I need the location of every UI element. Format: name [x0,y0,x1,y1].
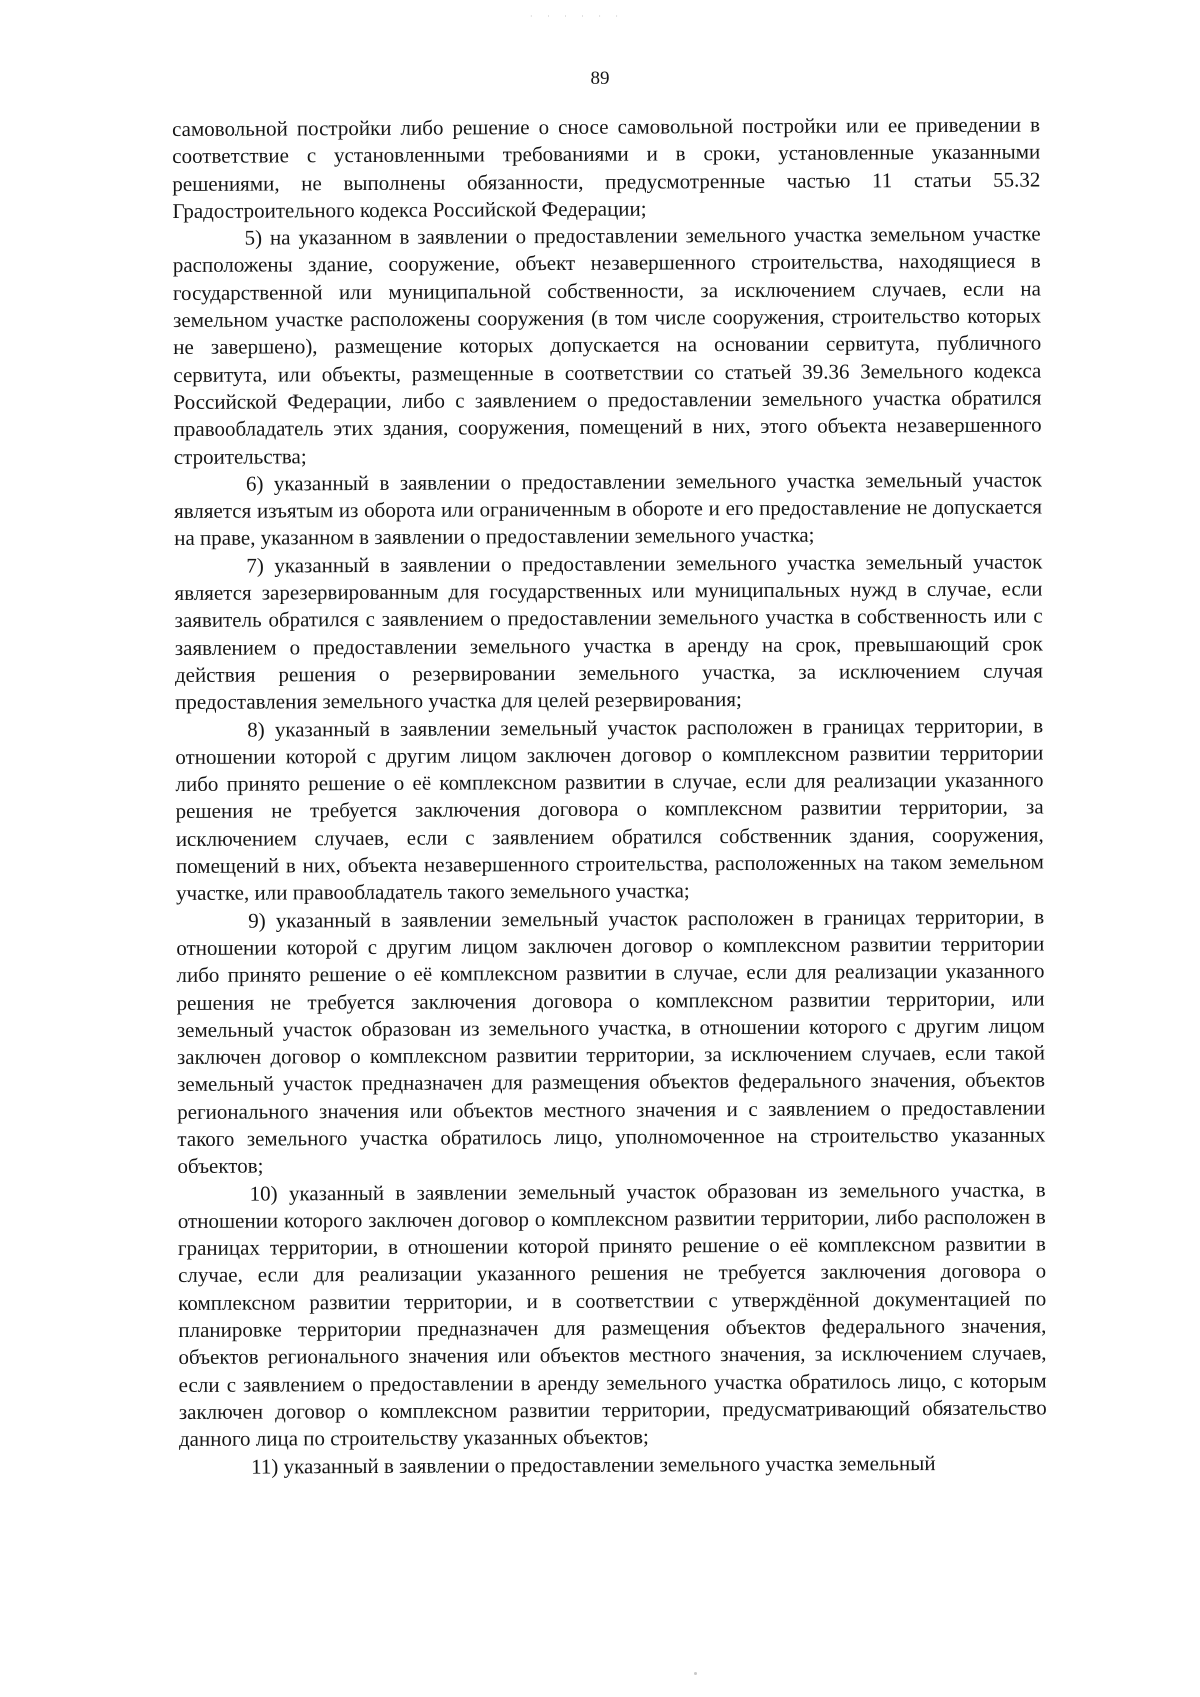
paragraph-item-8: 8) указанный в заявлении земельный участок расположен в границах территории, в отношении которой с другим лицом заключен договор о комплексном развитии территории либо принято решение о её комплексном развитии в случае, если для реализации указанного решения не требуется заключения договора о комплексном развитии территории, за исключением случаев, если с заявлением обратился собственник здания, сооружения, помещений в них, объекта незавершенного строительства, расположенных на таком земельном участке, или правообладатель такого земельного участка; [175,712,1044,906]
paragraph-item-11: 11) указанный в заявлении о предоставлении земельного участка земельный [251,1450,936,1479]
scan-artifact: · · · · · · [530,12,624,21]
scan-dot [694,1672,697,1675]
paragraph-item-10: 10) указанный в заявлении земельный участок образован из земельного участка, в отношении которого заключен договор о комплексном развитии территории, либо расположен в границах территории, в отношении которой принято решение о её комплексном развитии в случае, если для реализации указанного решения не требуется заключения договора о комплексном развитии территории, и в соответствии с утверждённой документацией по планировке территории предназначен для размещения объектов федерального значения, объектов регионального значения или объектов местного значения, за исключением случаев, если с заявлением о предоставлении в аренду земельного участка обратилось лицо, с которым заключен договор о комплексном развитии территории, предусматривающий обязательство данного лица по строительству указанных объектов; [177,1177,1047,1452]
paragraph-item-7: 7) указанный в заявлении о предоставлении земельного участка земельный участок является зарезервированным для государственных или муниципальных нужд в случае, если заявитель обратился с заявлением о предоставлении земельного участка в собственность или с заявлением о предоставлении земельного участка в аренду на срок, превышающий срок действия решения о резервировании земельного участка, за исключением случая предоставления земельного участка для целей резервирования; [174,549,1043,715]
paragraph-item-5: 5) на указанном в заявлении о предоставлении земельного участка земельном участке расположены здание, сооружение, объект незавершенного строительства, находящиеся в государственной или муниципальной собственности, за исключением случаев, если на земельном участке расположены сооружения (в том числе сооружения, строительство которых не завершено), размещение которых допускается на основании сервитута, публичного сервитута, или объекты, размещенные в соответствии со статьей 39.36 Земельного кодекса Российской Федерации, либо с заявлением о предоставлении земельного участка обратился правообладатель этих здания, сооружения, помещений в них, этого объекта незавершенного строительства; [172,221,1042,469]
paragraph-continuation: самовольной постройки либо решение о сносе самовольной постройки или ее приведении в соответствие с установленными требованиями и в сроки, установленные указанными решениями, не выполнены обязанности, предусмотренные частью 11 статьи 55.32 Градостроительного кодекса Российской Федерации; [172,112,1041,223]
paragraph-item-6: 6) указанный в заявлении о предоставлении земельного участка земельный участок является изъятым из оборота или ограниченным в обороте и его предоставление не допускается на праве, указанном в заявлении о предоставлении земельного участка; [174,467,1043,551]
page-number: 89 [590,68,610,89]
paragraph-item-9: 9) указанный в заявлении земельный участок расположен в границах территории, в отношении которой с другим лицом заключен договор о комплексном развитии территории либо принято решение о её комплексном развитии в случае, если для реализации указанного решения не требуется заключения договора о комплексном развитии территории, или земельный участок образован из земельного участка, в отношении которого с другим лицом заключен договор о комплексном развитии территории, за исключением случаев, если такой земельный участок предназначен для размещения объектов федерального значения, объектов регионального значения или объектов местного значения и с заявлением о предоставлении такого земельного участка обратилось лицо, уполномоченное на строительство указанных объектов; [176,904,1046,1179]
document-body [172,111,1047,1480]
